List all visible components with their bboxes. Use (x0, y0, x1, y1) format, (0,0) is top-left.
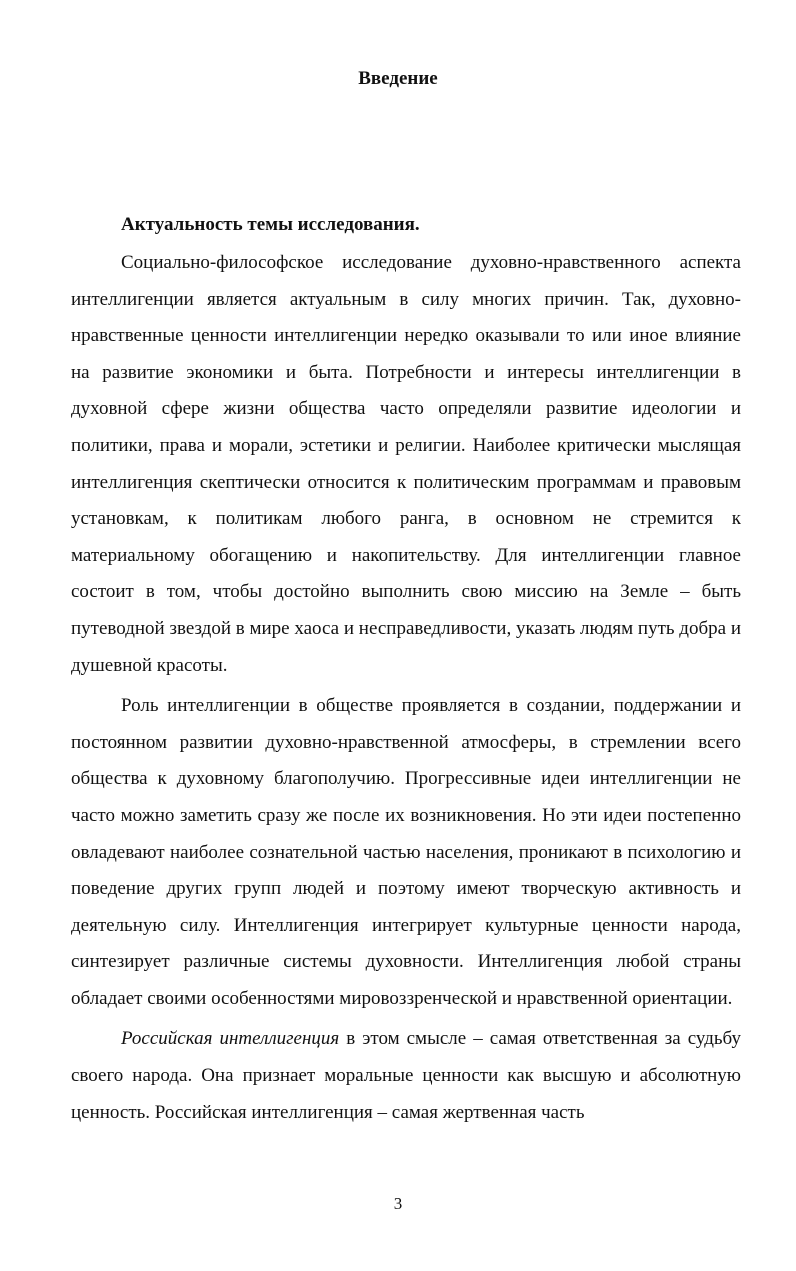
paragraph-2: Роль интеллигенции в обществе проявляется в создании, поддержании и постоянном развитии духовно-нравственной атмосферы, в стремлении всего общества к духовному благополучию. Прогрессивные идеи интеллигенции не часто можно заметить сразу же после их возникновения. Но эти идеи постепенно овладевают наиболее сознательной частью населения, проникают в психологию и поведение других групп людей и поэтому имеют творческую активность и деятельную силу. Интеллигенция интегрирует культурные ценности народа, синтезирует различные системы духовности. Интеллигенция любой страны обладает своими особенностями мировоззренческой и нравственной ориентации. (71, 695, 741, 1009)
paragraph-3 (71, 1021, 741, 1131)
paragraph-1: Социально-философское исследование духовно-нравственного аспекта интеллигенции является актуальным в силу многих причин. Так, духовно-нравственные ценности интеллигенции нередко оказывали то или иное влияние на развитие экономики и быта. Потребности и интересы интеллигенции в духовной сфере жизни общества часто определяли развитие идеологии и политики, права и морали, эстетики и религии. Наиболее критически мыслящая интеллигенция скептически относится к политическим программам и правовым установкам, к политикам любого ранга, в основном не стремится к материальному обогащению и накопительству. Для интеллигенции главное состоит в том, чтобы достойно выполнить свою миссию на Земле – быть путеводной звездой в мире хаоса и несправедливости, указать людям путь добра и душевной красоты. (71, 252, 741, 676)
paragraph-3-lead-italic: Российская интеллигенция (121, 1028, 340, 1050)
page-title: Введение (358, 68, 438, 89)
body-text (71, 245, 741, 1131)
paragraph-3-text: в этом смысле – самая ответственная за судьбу своего народа. Она признает моральные ценности как высшую и абсолютную ценность. Российская интеллигенция – самая жертвенная часть (71, 1028, 741, 1123)
section-heading: Актуальность темы исследования. (121, 214, 420, 235)
page-number: 3 (393, 1194, 403, 1213)
